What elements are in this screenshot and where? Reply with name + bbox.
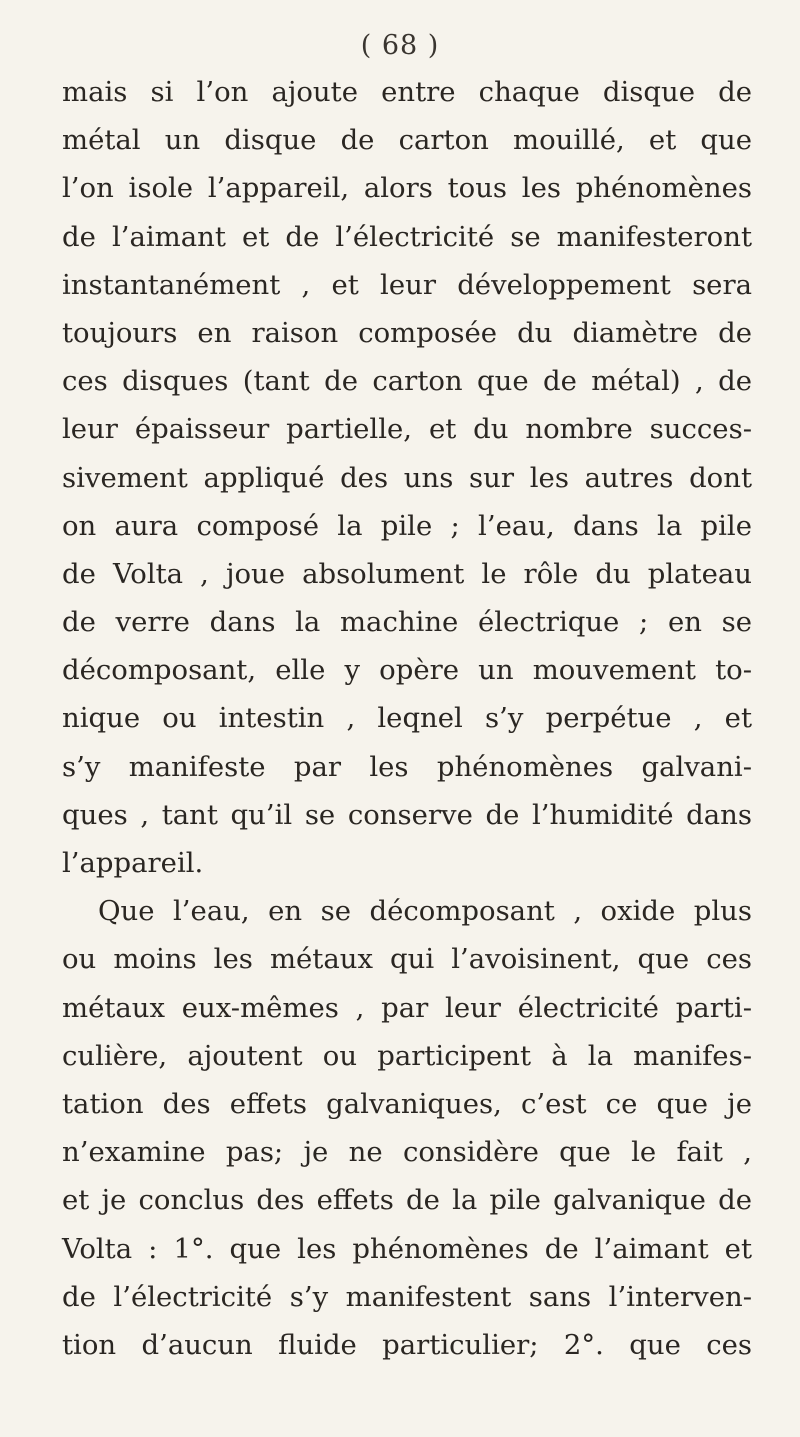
text-line: de Volta , joue absolument le rôle du plateau: [62, 557, 752, 590]
text-line: de l’aimant et de l’électricité se manifesteront: [62, 220, 752, 253]
text-line: métal un disque de carton mouillé, et que: [62, 124, 752, 157]
text-line: leur épaisseur partielle, et du nombre succes-: [62, 413, 752, 446]
text-line: n’examine pas; je ne considère que le fait ,: [62, 1136, 752, 1169]
text-line: de l’électricité s’y manifestent sans l’interven-: [62, 1280, 752, 1313]
text-line: tion d’aucun fluide particulier; 2°. que ces: [62, 1328, 752, 1361]
text-line: de verre dans la machine électrique ; en se: [62, 606, 752, 639]
text-line: toujours en raison composée du diamètre de: [62, 316, 752, 349]
text-line: l’on isole l’appareil, alors tous les phénomènes: [62, 172, 752, 205]
paragraph-start-line: Que l’eau, en se décomposant , oxide plus: [98, 895, 752, 928]
text-line: instantanément , et leur développement sera: [62, 268, 752, 301]
page-number: ( 68 ): [360, 30, 440, 61]
text-line: s’y manifeste par les phénomènes galvani-: [62, 750, 752, 783]
text-line: et je conclus des effets de la pile galvanique de: [62, 1184, 752, 1217]
text-line: décomposant, elle y opère un mouvement to-: [62, 654, 752, 687]
text-line: ques , tant qu’il se conserve de l’humidité dans: [62, 798, 752, 831]
text-line: tation des effets galvaniques, c’est ce que je: [62, 1087, 752, 1120]
text-line: ou moins les métaux qui l’avoisinent, que ces: [62, 943, 752, 976]
text-line: nique ou intestin , leqnel s’y perpétue , et: [62, 702, 752, 735]
text-line: Volta : 1°. que les phénomènes de l’aimant et: [62, 1232, 752, 1265]
text-line: culière, ajoutent ou participent à la manifes-: [62, 1039, 752, 1072]
text-line: on aura composé la pile ; l’eau, dans la pile: [62, 509, 752, 542]
text-line: l’appareil.: [62, 847, 204, 879]
text-line: mais si l’on ajoute entre chaque disque de: [62, 76, 752, 108]
body-text: [62, 68, 752, 1369]
text-line: sivement appliqué des uns sur les autres dont: [62, 461, 752, 494]
text-line: métaux eux-mêmes , par leur électricité parti-: [62, 991, 752, 1024]
text-line: ces disques (tant de carton que de métal) , de: [62, 365, 752, 398]
